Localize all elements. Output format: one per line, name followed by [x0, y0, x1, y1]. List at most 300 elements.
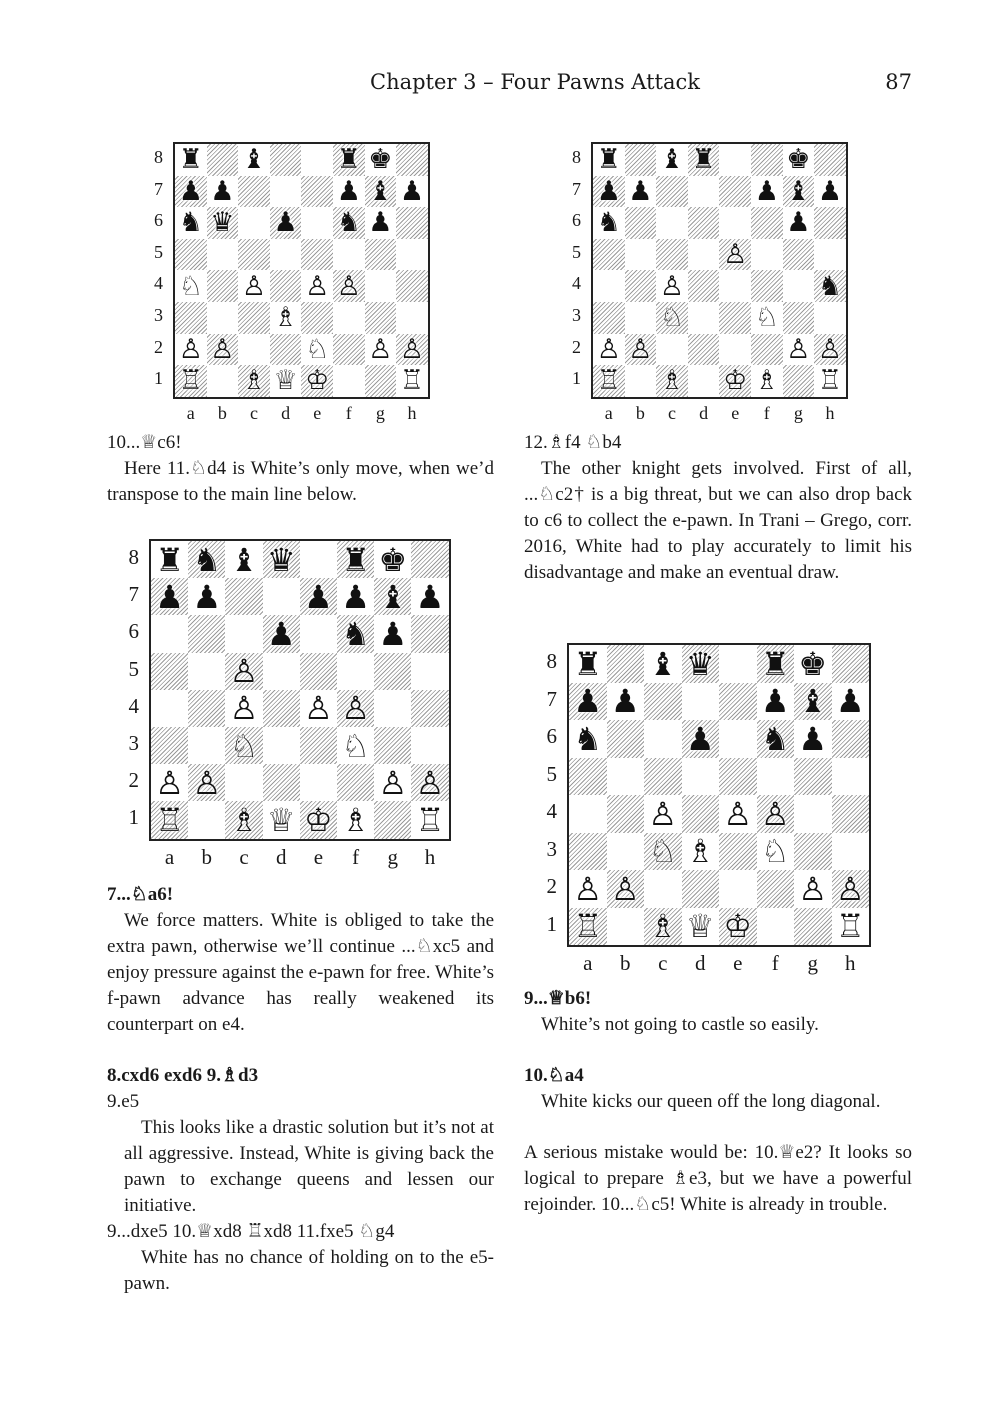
main-move-line: 7...♘a6!: [107, 884, 174, 905]
square-e2: [301, 334, 333, 366]
rank-label: 6: [546, 724, 557, 749]
square-g6: [374, 615, 411, 652]
square-f3: [751, 302, 783, 334]
square-f6: [333, 207, 365, 239]
square-d4: [270, 270, 302, 302]
square-h3: [411, 727, 448, 764]
square-h1: [814, 365, 846, 397]
square-f3: [333, 302, 365, 334]
square-b4: [207, 270, 239, 302]
black-king-icon: ♚: [378, 540, 408, 579]
square-b4: [625, 270, 657, 302]
main-move-line: 9...♕b6!: [524, 988, 592, 1009]
square-d6: [270, 207, 302, 239]
square-h4: [411, 690, 448, 727]
square-f1: [757, 908, 795, 946]
rank-label: 3: [546, 836, 557, 861]
square-e8: [719, 645, 757, 683]
square-f8: [337, 541, 374, 578]
commentary: The other knight gets involved. First of all, ...♘c2† is a big threat, but we can also drop back to c6 to collect the e-pawn. In Trani – Grego, corr. 2016, White had to play accurately to limit his disadvantage and make an eventual draw.: [524, 458, 912, 583]
white-bishop-icon: ♗: [648, 907, 678, 946]
square-a8: [593, 144, 625, 176]
right-text-block-1: [524, 430, 912, 586]
black-pawn-icon: ♟: [336, 175, 361, 207]
square-f4: [333, 270, 365, 302]
square-d6: [688, 207, 720, 239]
right-text-block-2: [524, 986, 912, 1218]
black-king-icon: ♚: [368, 144, 393, 176]
square-e2: [719, 870, 757, 908]
black-knight-icon: ♞: [341, 614, 370, 653]
square-h1: [832, 908, 870, 946]
white-king-icon: ♔: [305, 365, 330, 397]
variation-line: 9...dxe5 10.♕xd8 ♖xd8 11.fxe5 ♘g4: [107, 1221, 395, 1242]
square-h4: [396, 270, 428, 302]
square-g4: [783, 270, 815, 302]
square-c3: [238, 302, 270, 334]
square-g1: [374, 801, 411, 838]
square-a2: [593, 334, 625, 366]
white-knight-icon: ♘: [754, 302, 779, 334]
square-c7: [225, 578, 262, 615]
square-g5: [794, 758, 832, 796]
square-b2: [625, 334, 657, 366]
square-c8: [238, 144, 270, 176]
square-f3: [757, 833, 795, 871]
square-a3: [151, 727, 188, 764]
file-label: d: [275, 844, 287, 869]
move-line: 10...♕c6!: [107, 432, 182, 453]
black-pawn-icon: ♟: [155, 577, 184, 616]
rank-label: 8: [154, 147, 163, 167]
square-a4: [593, 270, 625, 302]
square-a6: [569, 720, 607, 758]
square-b4: [188, 690, 225, 727]
square-f1: [333, 365, 365, 397]
file-label: c: [658, 951, 668, 975]
square-c1: [225, 801, 262, 838]
square-c5: [238, 239, 270, 271]
square-c3: [656, 302, 688, 334]
square-c2: [238, 334, 270, 366]
white-bishop-icon: ♗: [241, 365, 267, 397]
file-label: g: [793, 402, 803, 423]
square-h6: [396, 207, 428, 239]
square-f7: [337, 578, 374, 615]
rank-label: 2: [128, 768, 139, 793]
white-queen-icon: ♕: [266, 800, 296, 839]
square-e5: [719, 758, 757, 796]
square-a1: [175, 365, 207, 397]
commentary: White has no chance of holding on to the e5-pawn.: [124, 1247, 494, 1294]
square-d7: [688, 176, 720, 208]
square-d5: [688, 239, 720, 271]
square-h2: [411, 764, 448, 801]
white-knight-icon: ♘: [341, 726, 370, 765]
square-a1: [151, 801, 188, 838]
square-c1: [238, 365, 270, 397]
square-c7: [644, 683, 682, 721]
square-d4: [682, 795, 720, 833]
square-f2: [337, 764, 374, 801]
square-g3: [783, 302, 815, 334]
black-knight-icon: ♞: [573, 719, 603, 758]
square-a2: [569, 870, 607, 908]
square-d3: [263, 727, 300, 764]
file-label: d: [699, 402, 709, 423]
square-b3: [607, 833, 645, 871]
commentary: White’s not going to castle so easily.: [541, 1014, 819, 1035]
square-d7: [270, 176, 302, 208]
commentary: A serious mistake would be: 10.♕e2? It looks so logical to prepare ♗e3, but we have a powerful rejoinder. 10...♘c5! White is already in trouble.: [524, 1142, 912, 1215]
square-c4: [238, 270, 270, 302]
file-label: e: [731, 402, 740, 423]
black-knight-icon: ♞: [192, 540, 222, 579]
black-queen-icon: ♛: [266, 540, 296, 579]
rank-label: 3: [128, 731, 139, 755]
white-pawn-icon: ♙: [723, 239, 748, 271]
file-label: b: [620, 951, 631, 975]
square-e3: [719, 833, 757, 871]
white-pawn-icon: ♙: [817, 333, 843, 365]
square-d1: [688, 365, 720, 397]
file-label: f: [771, 951, 779, 975]
square-a3: [593, 302, 625, 334]
rank-label: 8: [546, 649, 557, 674]
rank-label: 4: [572, 273, 581, 294]
square-b6: [207, 207, 239, 239]
black-bishop-icon: ♝: [648, 644, 678, 683]
square-f2: [757, 870, 795, 908]
square-h6: [832, 720, 870, 758]
square-d4: [263, 690, 300, 727]
white-pawn-icon: ♙: [192, 763, 222, 802]
square-g6: [794, 720, 832, 758]
square-b3: [188, 727, 225, 764]
white-king-icon: ♔: [723, 907, 753, 946]
square-e1: [719, 908, 757, 946]
square-a4: [175, 270, 207, 302]
white-pawn-icon: ♙: [573, 869, 603, 908]
square-d2: [263, 764, 300, 801]
square-e6: [719, 720, 757, 758]
square-b1: [625, 365, 657, 397]
square-e2: [719, 334, 751, 366]
white-knight-icon: ♘: [659, 302, 685, 334]
square-c6: [644, 720, 682, 758]
square-c3: [225, 727, 262, 764]
white-pawn-icon: ♙: [610, 869, 640, 908]
rank-label: 7: [572, 178, 581, 199]
square-d8: [688, 144, 720, 176]
black-pawn-icon: ♟: [178, 175, 203, 207]
square-f5: [757, 758, 795, 796]
square-d7: [263, 578, 300, 615]
white-pawn-icon: ♙: [628, 333, 653, 365]
square-h5: [411, 653, 448, 690]
square-a5: [593, 239, 625, 271]
black-queen-icon: ♛: [685, 644, 715, 683]
square-d2: [688, 334, 720, 366]
square-f5: [751, 239, 783, 271]
square-f2: [333, 334, 365, 366]
square-b3: [207, 302, 239, 334]
white-pawn-icon: ♙: [399, 333, 425, 365]
square-b2: [188, 764, 225, 801]
square-b8: [207, 144, 239, 176]
square-a6: [151, 615, 188, 652]
file-label: h: [845, 951, 856, 975]
square-c4: [656, 270, 688, 302]
square-h5: [814, 239, 846, 271]
square-f3: [337, 727, 374, 764]
square-d8: [263, 541, 300, 578]
square-d6: [263, 615, 300, 652]
black-pawn-icon: ♟: [835, 682, 865, 721]
square-f5: [337, 653, 374, 690]
black-bishop-icon: ♝: [241, 144, 267, 176]
square-b8: [607, 645, 645, 683]
square-d5: [682, 758, 720, 796]
square-f2: [751, 334, 783, 366]
black-pawn-icon: ♟: [378, 614, 408, 653]
square-c4: [644, 795, 682, 833]
black-bishop-icon: ♝: [368, 175, 393, 207]
square-c8: [225, 541, 262, 578]
white-pawn-icon: ♙: [305, 270, 330, 302]
rank-label: 6: [128, 619, 139, 644]
black-pawn-icon: ♟: [798, 719, 828, 758]
square-g2: [365, 334, 397, 366]
square-c2: [225, 764, 262, 801]
white-queen-icon: ♕: [685, 907, 715, 946]
square-c2: [644, 870, 682, 908]
variation-line: 9.e5: [107, 1091, 140, 1112]
chapter-title: Chapter 3 – Four Pawns Attack: [370, 70, 700, 94]
square-f4: [337, 690, 374, 727]
board-grid: [591, 142, 848, 399]
rank-label: 8: [128, 545, 139, 569]
square-c1: [656, 365, 688, 397]
square-h7: [832, 683, 870, 721]
square-d1: [263, 801, 300, 838]
square-e7: [719, 683, 757, 721]
square-e3: [300, 727, 337, 764]
square-a5: [569, 758, 607, 796]
square-c8: [644, 645, 682, 683]
file-label: d: [695, 951, 706, 975]
white-pawn-icon: ♙: [210, 333, 235, 365]
white-knight-icon: ♘: [178, 270, 203, 302]
commentary: We force matters. White is obliged to take the extra pawn, otherwise we’ll continue ...♘xc5 and enjoy pressure against the e-pawn for free. White’s f-pawn advance has really weakened its counterpart on e4.: [107, 910, 494, 1035]
square-d1: [682, 908, 720, 946]
square-h5: [832, 758, 870, 796]
white-pawn-icon: ♙: [596, 333, 621, 365]
square-e8: [300, 541, 337, 578]
square-e4: [301, 270, 333, 302]
square-f7: [751, 176, 783, 208]
square-d3: [688, 302, 720, 334]
square-h2: [396, 334, 428, 366]
square-f7: [333, 176, 365, 208]
file-label: a: [186, 402, 195, 423]
black-bishop-icon: ♝: [659, 144, 685, 176]
square-a5: [175, 239, 207, 271]
square-e4: [300, 690, 337, 727]
file-label: d: [281, 402, 291, 423]
square-g4: [374, 690, 411, 727]
square-a6: [593, 207, 625, 239]
square-g6: [365, 207, 397, 239]
square-h3: [832, 833, 870, 871]
square-a4: [151, 690, 188, 727]
square-c3: [644, 833, 682, 871]
square-g3: [794, 833, 832, 871]
square-e6: [300, 615, 337, 652]
square-g7: [794, 683, 832, 721]
square-h3: [814, 302, 846, 334]
black-pawn-icon: ♟: [368, 207, 393, 239]
white-rook-icon: ♖: [415, 800, 445, 839]
board-grid: [149, 539, 451, 841]
square-d3: [682, 833, 720, 871]
square-e1: [300, 801, 337, 838]
square-g1: [794, 908, 832, 946]
left-text-block-1: [107, 430, 494, 508]
black-bishop-icon: ♝: [798, 682, 828, 721]
black-pawn-icon: ♟: [210, 175, 235, 207]
square-a1: [593, 365, 625, 397]
square-h8: [832, 645, 870, 683]
rank-label: 1: [546, 911, 557, 936]
black-pawn-icon: ♟: [685, 719, 715, 758]
square-h5: [396, 239, 428, 271]
square-c2: [656, 334, 688, 366]
square-h3: [396, 302, 428, 334]
white-pawn-icon: ♙: [798, 869, 828, 908]
black-knight-icon: ♞: [336, 207, 361, 239]
rank-label: 7: [546, 686, 557, 711]
square-b7: [207, 176, 239, 208]
black-pawn-icon: ♟: [596, 175, 621, 207]
file-label: f: [352, 844, 360, 869]
white-rook-icon: ♖: [596, 365, 621, 397]
square-e4: [719, 270, 751, 302]
white-knight-icon: ♘: [760, 832, 790, 871]
left-text-block-2: [107, 882, 494, 1297]
square-e3: [719, 302, 751, 334]
white-pawn-icon: ♙: [659, 270, 685, 302]
rank-label: 4: [546, 799, 557, 824]
black-pawn-icon: ♟: [817, 175, 843, 207]
white-pawn-icon: ♙: [229, 652, 259, 691]
board-grid: [173, 142, 430, 399]
square-d1: [270, 365, 302, 397]
square-e7: [300, 578, 337, 615]
square-b8: [625, 144, 657, 176]
square-d6: [682, 720, 720, 758]
black-rook-icon: ♜: [178, 144, 203, 176]
rank-label: 7: [128, 582, 139, 607]
square-h1: [396, 365, 428, 397]
white-pawn-icon: ♙: [648, 794, 678, 833]
square-h7: [396, 176, 428, 208]
white-pawn-icon: ♙: [341, 689, 370, 728]
main-move-line: 10.♘a4: [524, 1065, 584, 1086]
square-e5: [300, 653, 337, 690]
white-bishop-icon: ♗: [273, 302, 298, 334]
white-pawn-icon: ♙: [304, 689, 333, 728]
square-c6: [238, 207, 270, 239]
square-d5: [270, 239, 302, 271]
white-king-icon: ♔: [304, 800, 333, 839]
square-b2: [607, 870, 645, 908]
file-label: g: [387, 844, 399, 869]
square-e5: [719, 239, 751, 271]
square-a7: [569, 683, 607, 721]
square-f7: [757, 683, 795, 721]
square-e3: [301, 302, 333, 334]
commentary: Here 11.♘d4 is White’s only move, when we’d transpose to the main line below.: [107, 458, 494, 505]
square-d3: [270, 302, 302, 334]
white-pawn-icon: ♙: [368, 333, 393, 365]
file-label: a: [164, 844, 175, 869]
square-d4: [688, 270, 720, 302]
square-g2: [794, 870, 832, 908]
black-pawn-icon: ♟: [760, 682, 790, 721]
black-pawn-icon: ♟: [754, 175, 779, 207]
rank-label: 5: [154, 241, 163, 262]
file-label: e: [313, 402, 322, 423]
square-c6: [225, 615, 262, 652]
square-b5: [188, 653, 225, 690]
square-b1: [188, 801, 225, 838]
black-rook-icon: ♜: [155, 540, 184, 579]
white-king-icon: ♔: [723, 365, 748, 397]
square-c5: [656, 239, 688, 271]
white-rook-icon: ♖: [817, 365, 843, 397]
square-e4: [719, 795, 757, 833]
rank-label: 1: [572, 368, 581, 389]
rank-label: 6: [572, 210, 581, 231]
white-rook-icon: ♖: [178, 365, 203, 397]
square-h2: [832, 870, 870, 908]
white-pawn-icon: ♙: [415, 763, 445, 802]
white-bishop-icon: ♗: [229, 800, 259, 839]
square-f8: [757, 645, 795, 683]
square-h4: [814, 270, 846, 302]
rank-label: 3: [572, 305, 581, 325]
rank-label: 4: [154, 273, 163, 294]
square-e6: [301, 207, 333, 239]
file-label: c: [249, 402, 258, 423]
black-bishop-icon: ♝: [229, 540, 259, 579]
black-rook-icon: ♜: [760, 644, 790, 683]
square-g5: [783, 239, 815, 271]
square-a3: [569, 833, 607, 871]
file-label: b: [635, 402, 645, 423]
square-e6: [719, 207, 751, 239]
square-b7: [607, 683, 645, 721]
black-rook-icon: ♜: [596, 144, 621, 176]
white-rook-icon: ♖: [155, 800, 184, 839]
white-rook-icon: ♖: [835, 907, 865, 946]
square-a7: [151, 578, 188, 615]
square-e1: [301, 365, 333, 397]
square-g5: [365, 239, 397, 271]
square-b5: [625, 239, 657, 271]
rank-label: 5: [546, 761, 557, 786]
